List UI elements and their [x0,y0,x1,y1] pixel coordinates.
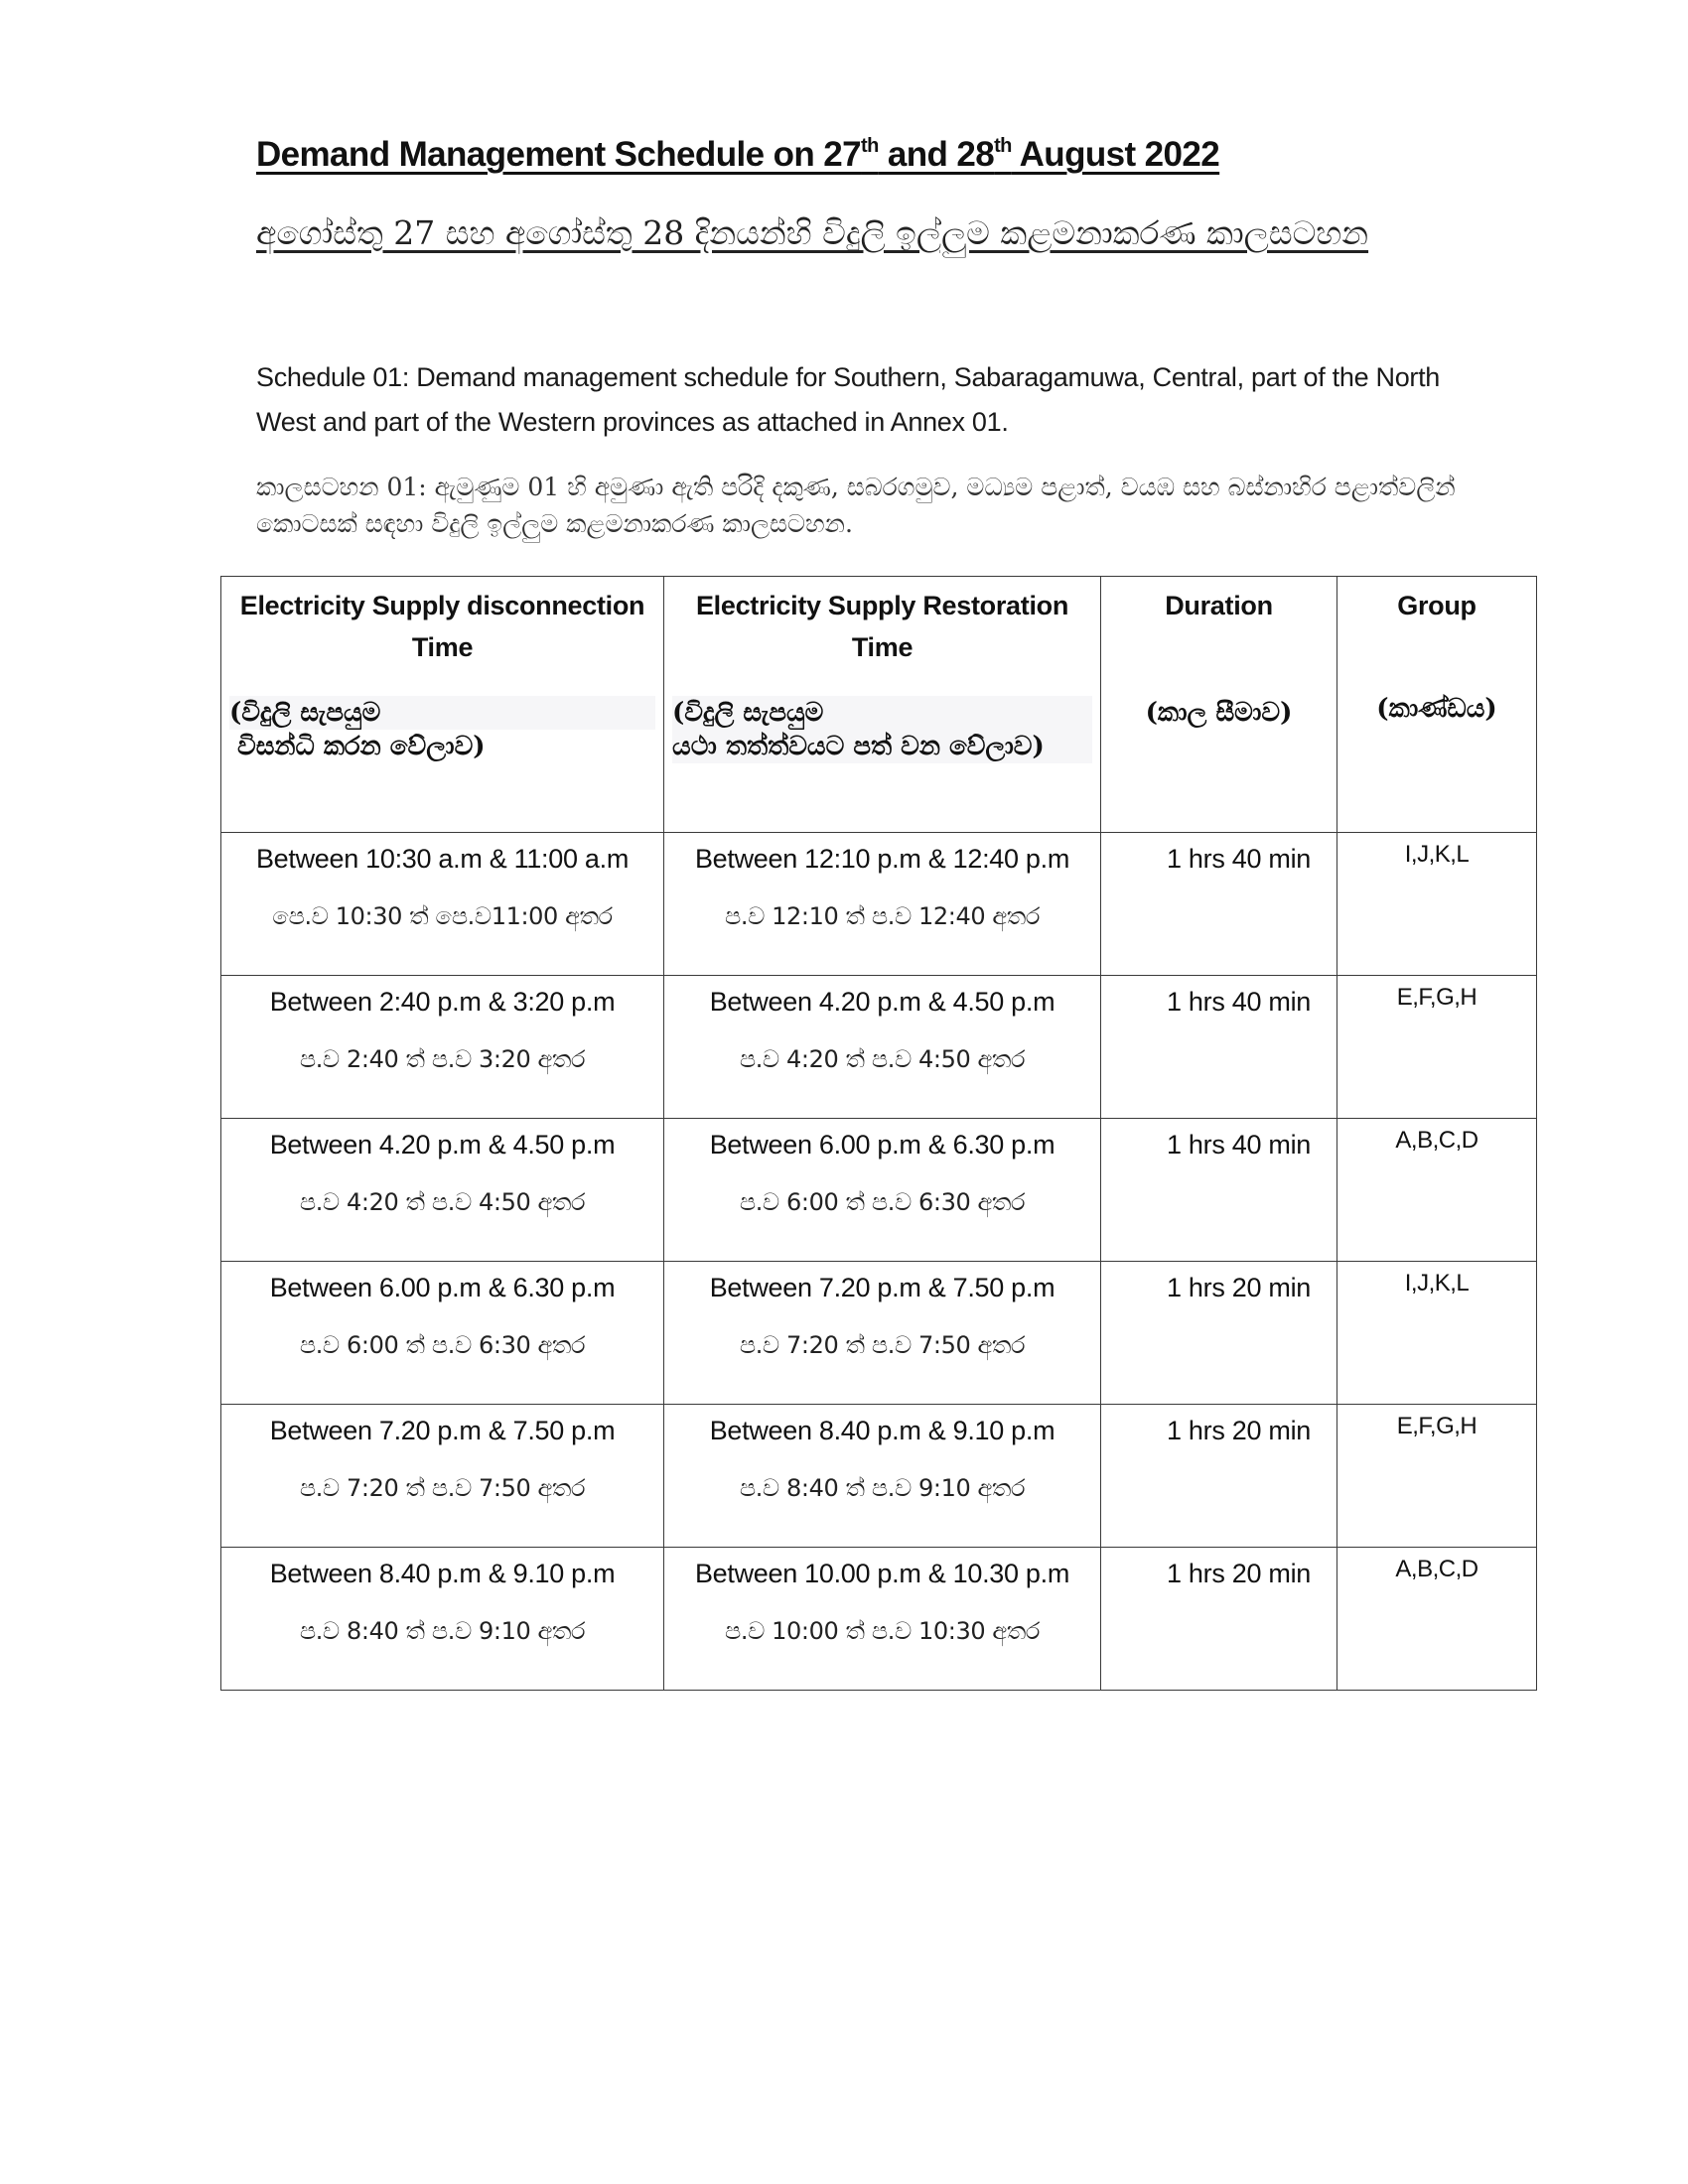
schedule-description-english: Schedule 01: Demand management schedule for Southern, Sabaragamuwa, Central, part of the North West and part of the Western provinces as attached in Annex 01. [256,362,1441,437]
duration-value: 1 hrs 40 min [1167,844,1311,874]
header-restoration-time [664,577,1101,833]
header-duration [1101,577,1337,833]
header-label-si: (කාණ්ඩය) [1376,694,1497,724]
restoration-cell [664,1262,1101,1405]
header-group [1337,577,1537,833]
restoration-time-en: Between 8.40 p.m & 9.10 p.m [709,1416,1055,1445]
disconnection-cell [221,1548,664,1691]
disconnection-time-en: Between 4.20 p.m & 4.50 p.m [269,1130,616,1160]
disconnection-time-si: ප.ව 8:40 ත් ප.ව 9:10 අතර [299,1617,586,1645]
table-header-row [221,577,1537,833]
header-label-si [229,696,655,763]
header-label-si-line1: (විදුලි සැපයුම [672,696,1092,730]
group-value: I,J,K,L [1404,1270,1470,1297]
document-title [256,135,1219,175]
title-text-part: Demand Management Schedule on 27 [256,135,862,174]
disconnection-time-en: Between 6.00 p.m & 6.30 p.m [269,1273,616,1302]
group-cell [1337,976,1537,1119]
header-label-en: Group [1397,591,1477,620]
group-cell [1337,1262,1537,1405]
duration-value: 1 hrs 20 min [1167,1273,1311,1302]
restoration-cell [664,1548,1101,1691]
table-row [221,1405,1537,1548]
restoration-time-en: Between 7.20 p.m & 7.50 p.m [709,1273,1055,1302]
restoration-time-si: ප.ව 7:20 ත් ප.ව 7:50 අතර [739,1331,1026,1359]
restoration-time-si: ප.ව 12:10 ත් ප.ව 12:40 අතර [725,902,1040,930]
table-row [221,1119,1537,1262]
restoration-cell [664,833,1101,976]
restoration-cell [664,1405,1101,1548]
disconnection-cell [221,1119,664,1262]
disconnection-cell [221,1405,664,1548]
header-label-si-line2: යථා තත්ත්වයට පත් වන වේලාව) [672,730,1092,763]
title-text-part: and 28 [878,135,995,174]
title-superscript: th [994,135,1012,157]
disconnection-cell [221,976,664,1119]
schedule-table [220,576,1537,1691]
header-disconnection-time [221,577,664,833]
group-cell [1337,1405,1537,1548]
duration-cell [1101,1119,1337,1262]
restoration-time-en: Between 4.20 p.m & 4.50 p.m [709,987,1055,1017]
document-subtitle-sinhala: අගෝස්තු 27 සහ අගෝස්තු 28 දිනයන්හි විදුලි ඉල්ලුම කළමනාකරණ කාලසටහන [256,213,1369,252]
restoration-time-en: Between 6.00 p.m & 6.30 p.m [709,1130,1055,1160]
duration-cell [1101,1405,1337,1548]
restoration-cell [664,976,1101,1119]
disconnection-time-si: ප.ව 7:20 ත් ප.ව 7:50 අතර [299,1474,586,1502]
disconnection-time-en: Between 10:30 a.m & 11:00 a.m [255,844,630,874]
header-label-si [672,696,1092,763]
header-label-si-line2: විසන්ධි කරන වේලාව) [237,732,486,761]
restoration-time-si: ප.ව 8:40 ත් ප.ව 9:10 අතර [739,1474,1026,1502]
group-value: A,B,C,D [1395,1556,1478,1582]
schedule-description-sinhala: කාලසටහන 01: ඇමුණුම 01 හි අමුණා ඇති පරිදි දකුණ, සබරගමුව, මධ්‍යම පළාත්, වයඹ සහ බස්නාහිර පළාත්වලින් කොටසක් සඳහා විදුලි ඉල්ලුම කළමනාකරණ කාලසටහන. [256,473,1456,538]
header-label-en: Duration [1165,591,1273,620]
group-cell [1337,833,1537,976]
duration-value: 1 hrs 20 min [1167,1416,1311,1445]
duration-cell [1101,1548,1337,1691]
duration-cell [1101,1262,1337,1405]
group-cell [1337,1548,1537,1691]
disconnection-time-si: ප.ව 6:00 ත් ප.ව 6:30 අතර [299,1331,586,1359]
duration-cell [1101,833,1337,976]
header-label-en: Electricity Supply disconnection Time [239,591,645,662]
disconnection-time-en: Between 8.40 p.m & 9.10 p.m [269,1559,616,1588]
restoration-cell [664,1119,1101,1262]
table-row [221,1548,1537,1691]
disconnection-cell [221,833,664,976]
title-superscript: th [861,135,879,157]
table-row [221,833,1537,976]
header-label-si: (කාල සීමාව) [1145,698,1293,728]
group-value: E,F,G,H [1396,984,1477,1011]
title-text-part: August 2022 [1011,135,1220,174]
disconnection-time-si: ප.ව 2:40 ත් ප.ව 3:20 අතර [299,1045,586,1073]
group-value: A,B,C,D [1395,1127,1478,1154]
group-value: I,J,K,L [1404,841,1470,868]
restoration-time-en: Between 10.00 p.m & 10.30 p.m [694,1559,1070,1588]
table-row [221,976,1537,1119]
duration-value: 1 hrs 20 min [1167,1559,1311,1588]
disconnection-time-en: Between 7.20 p.m & 7.50 p.m [269,1416,616,1445]
disconnection-time-en: Between 2:40 p.m & 3:20 p.m [269,987,616,1017]
restoration-time-si: ප.ව 6:00 ත් ප.ව 6:30 අතර [739,1188,1026,1216]
disconnection-cell [221,1262,664,1405]
duration-cell [1101,976,1337,1119]
header-label-en: Electricity Supply Restoration Time [695,591,1069,662]
restoration-time-si: ප.ව 10:00 ත් ප.ව 10:30 අතර [725,1617,1040,1645]
restoration-time-en: Between 12:10 p.m & 12:40 p.m [694,844,1070,874]
restoration-time-si: ප.ව 4:20 ත් ප.ව 4:50 අතර [739,1045,1026,1073]
disconnection-time-si: ප.ව 4:20 ත් ප.ව 4:50 අතර [299,1188,586,1216]
duration-value: 1 hrs 40 min [1167,987,1311,1017]
group-value: E,F,G,H [1396,1413,1477,1439]
duration-value: 1 hrs 40 min [1167,1130,1311,1160]
header-label-si-line1: (විදුලි සැපයුම [229,696,655,730]
table-row [221,1262,1537,1405]
group-cell [1337,1119,1537,1262]
disconnection-time-si: පෙ.ව 10:30 ත් පෙ.ව11:00 අතර [272,902,613,930]
